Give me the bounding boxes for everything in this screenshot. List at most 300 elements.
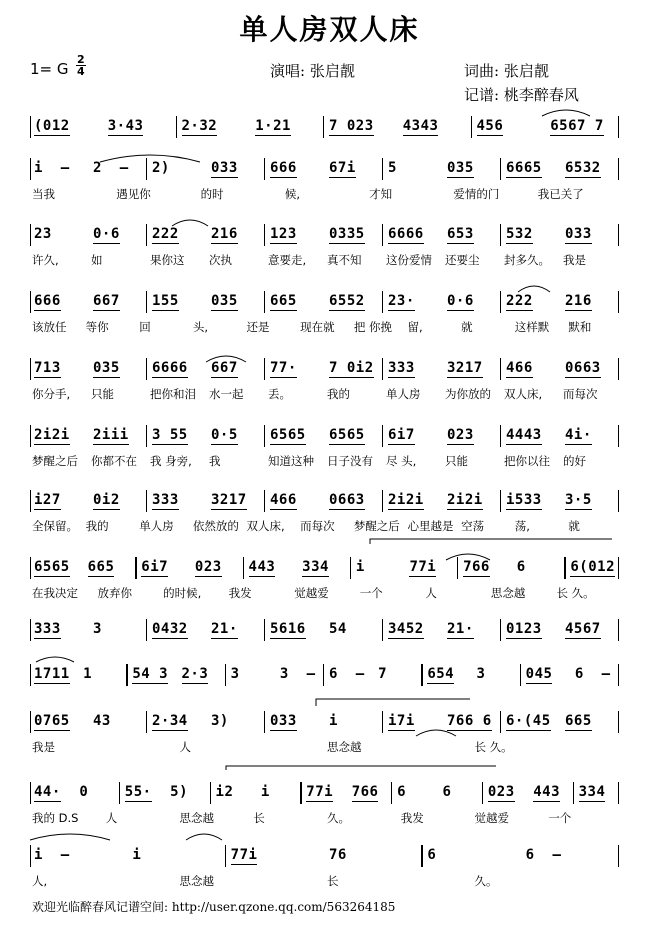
lyric: 我的 bbox=[85, 519, 109, 533]
bar-line bbox=[30, 711, 31, 733]
bar-line bbox=[564, 557, 565, 579]
lyric: 双人床, bbox=[246, 519, 285, 533]
key-signature: 1= G bbox=[30, 60, 69, 78]
note-group: i bbox=[260, 784, 270, 800]
lyric: 我是 bbox=[563, 253, 586, 267]
lyric: 日子没有 bbox=[327, 454, 373, 468]
note-group: 0663 bbox=[329, 492, 365, 508]
note-group: 6666 bbox=[152, 360, 188, 376]
note-group: 3217 bbox=[211, 492, 247, 508]
lyric: 一个 bbox=[359, 586, 383, 600]
note-group: 3 – bbox=[279, 666, 316, 682]
song-title: 单人房双人床 bbox=[239, 13, 420, 46]
bar-line bbox=[225, 664, 226, 686]
bar-line bbox=[382, 619, 383, 641]
note-group: 3 bbox=[476, 666, 486, 682]
lyric: 久。 bbox=[327, 811, 350, 825]
note-group: 023 bbox=[194, 559, 222, 575]
note-group: 045 bbox=[525, 666, 553, 682]
lyric: 而每次 bbox=[300, 519, 335, 533]
lyric: 长 久。 bbox=[474, 740, 513, 754]
lyric: 依然放的 bbox=[192, 519, 239, 533]
lyric: 头, bbox=[192, 320, 209, 334]
bar-line bbox=[119, 782, 120, 804]
lyric: 人, bbox=[32, 874, 48, 888]
lyric: 果你这 bbox=[150, 253, 185, 267]
note-group: 222 bbox=[506, 293, 533, 309]
note-group: 3 bbox=[230, 666, 240, 682]
slur bbox=[30, 834, 110, 840]
time-numerator: 2 bbox=[77, 53, 85, 66]
note-group: i bbox=[329, 713, 338, 729]
lyric: 你分手, bbox=[32, 387, 71, 401]
note-group: 6 bbox=[427, 847, 437, 863]
slur bbox=[542, 110, 590, 116]
bar-line bbox=[210, 782, 211, 804]
note-group: 443 bbox=[533, 784, 561, 800]
note-group: 1·21 bbox=[255, 118, 291, 134]
lyric: 意要走, bbox=[268, 253, 307, 267]
lyric: 觉越爱 bbox=[474, 811, 509, 825]
lyric: 久。 bbox=[474, 874, 498, 888]
lyric: 水一起 bbox=[209, 387, 244, 401]
lyric: 留, bbox=[407, 320, 423, 334]
lyric: 默和 bbox=[568, 320, 592, 334]
note-group: 54 3 bbox=[132, 666, 169, 682]
lyric: 知道这种 bbox=[268, 454, 314, 468]
note-group: 77i bbox=[409, 559, 437, 575]
note-group: 334 bbox=[578, 784, 606, 800]
note-group: 7 0i2 bbox=[329, 360, 374, 376]
lyric: 候, bbox=[284, 187, 300, 201]
volta-1 bbox=[370, 539, 612, 544]
bar-line bbox=[30, 291, 31, 313]
lyric: 我的 D.S bbox=[32, 811, 79, 825]
note-group: 123 bbox=[270, 226, 297, 242]
note-group: 033 bbox=[565, 226, 592, 242]
lyric: 全保留。 bbox=[32, 519, 78, 533]
lyric: 你都不在 bbox=[91, 454, 137, 468]
bar-line bbox=[618, 358, 619, 380]
note-group: 035 bbox=[447, 160, 474, 176]
bar-line bbox=[146, 291, 147, 313]
lyric: 梦醒之后 bbox=[32, 454, 78, 468]
lyric: 这份爱情 bbox=[386, 253, 432, 267]
bar-line bbox=[382, 425, 383, 447]
lyric: 还要尘 bbox=[445, 253, 480, 267]
bar-line bbox=[618, 782, 619, 804]
lyric: 长 bbox=[253, 811, 265, 825]
bar-line bbox=[264, 358, 265, 380]
bar-line bbox=[30, 664, 31, 686]
lyric: 我 bbox=[209, 454, 221, 468]
note-group: 21· bbox=[211, 621, 238, 637]
note-group: 532 bbox=[506, 226, 533, 242]
bar-line bbox=[30, 425, 31, 447]
note-group: 0·6 bbox=[447, 293, 474, 309]
bar-line bbox=[500, 158, 501, 180]
note-group: 6567 7 bbox=[550, 118, 604, 134]
bar-line bbox=[30, 116, 31, 138]
bar-line bbox=[146, 711, 147, 733]
lyric: 现在就 bbox=[300, 320, 335, 334]
note-group: 216 bbox=[565, 293, 592, 309]
note-group: 0 bbox=[79, 784, 89, 800]
bar-line bbox=[618, 664, 619, 686]
note-group: 2i2i bbox=[388, 492, 424, 508]
note-group: 653 bbox=[447, 226, 474, 242]
note-group: 23 bbox=[34, 226, 52, 242]
note-group: 1 bbox=[83, 666, 93, 682]
note-group: i2 bbox=[215, 784, 234, 800]
note-group: 2·34 bbox=[152, 713, 188, 729]
lyric: 把你以往 bbox=[504, 454, 550, 468]
bar-line bbox=[30, 557, 31, 579]
note-group: 6 bbox=[442, 784, 452, 800]
lyric: 遇见你 bbox=[116, 187, 151, 201]
lyric: 长 久。 bbox=[556, 586, 595, 600]
note-group: (012 bbox=[34, 118, 70, 134]
note-group: 23· bbox=[388, 293, 415, 309]
lyric: 这样默 bbox=[514, 320, 550, 334]
note-group: 035 bbox=[93, 360, 120, 376]
bar-line bbox=[500, 711, 501, 733]
note-group: 0432 bbox=[152, 621, 188, 637]
lyric: 我的 bbox=[327, 387, 350, 401]
note-group: 55· bbox=[124, 784, 152, 800]
lyric: 而每次 bbox=[563, 387, 598, 401]
bar-line bbox=[382, 224, 383, 246]
note-group: 6 – bbox=[329, 666, 365, 682]
lyric: 还是 bbox=[246, 320, 270, 334]
note-group: 6 – bbox=[574, 666, 611, 682]
note-group: 766 6 bbox=[447, 713, 492, 729]
note-group: 766 bbox=[351, 784, 379, 800]
note-group: 665 bbox=[87, 559, 115, 575]
note-group: 54 bbox=[329, 621, 347, 637]
bar-line bbox=[264, 425, 265, 447]
bar-line bbox=[350, 557, 351, 579]
lyric: 我发 bbox=[400, 811, 424, 825]
note-group: 333 bbox=[388, 360, 415, 376]
bar-line bbox=[382, 358, 383, 380]
time-signature bbox=[76, 54, 86, 77]
bar-line bbox=[30, 845, 31, 867]
lyric: 的时候, bbox=[163, 586, 202, 600]
note-group: 665 bbox=[565, 713, 592, 729]
note-group: 5616 bbox=[270, 621, 306, 637]
note-group: 5) bbox=[170, 784, 188, 800]
note-group: 3·5 bbox=[565, 492, 592, 508]
note-group: 2·3 bbox=[181, 666, 209, 682]
note-group: i27 bbox=[34, 492, 61, 508]
note-group: 0335 bbox=[329, 226, 365, 242]
note-group: i – bbox=[34, 160, 70, 176]
lyric: 单人房 bbox=[386, 387, 421, 401]
note-group: 466 bbox=[270, 492, 297, 508]
bar-line bbox=[500, 490, 501, 512]
lyric: 许久, bbox=[32, 253, 59, 267]
note-group: 77i bbox=[230, 847, 258, 863]
bar-line bbox=[618, 490, 619, 512]
note-group: 6565 bbox=[270, 427, 306, 443]
volta-2 bbox=[316, 699, 470, 706]
note-group: 4343 bbox=[402, 118, 439, 134]
note-group: 5 bbox=[388, 160, 397, 176]
lyric: 我是 bbox=[32, 740, 55, 754]
note-group: 766 bbox=[463, 559, 490, 575]
bar-line bbox=[618, 291, 619, 313]
bar-line bbox=[30, 358, 31, 380]
note-group: 77· bbox=[270, 360, 297, 376]
note-group: 0·5 bbox=[211, 427, 238, 443]
bar-line bbox=[30, 782, 31, 804]
bar-line bbox=[500, 619, 501, 641]
note-group: 67i bbox=[329, 160, 356, 176]
lyric: 人 bbox=[105, 811, 118, 825]
bar-line bbox=[126, 664, 127, 686]
note-group: 667 bbox=[211, 360, 238, 376]
bar-line bbox=[30, 490, 31, 512]
lyric: 只能 bbox=[91, 387, 114, 401]
note-group: 6i7 bbox=[141, 559, 169, 575]
note-group: 6 bbox=[516, 559, 526, 575]
volta-3 bbox=[226, 766, 496, 770]
note-group: 3 55 bbox=[152, 427, 188, 443]
note-group: 2·32 bbox=[181, 118, 218, 134]
bar-line bbox=[520, 664, 521, 686]
note-group: i7i bbox=[388, 713, 415, 729]
note-group: 033 bbox=[270, 713, 297, 729]
lyric: 单人房 bbox=[139, 519, 174, 533]
bar-line bbox=[146, 358, 147, 380]
bar-line bbox=[471, 116, 472, 138]
bar-line bbox=[391, 782, 392, 804]
note-group: 6 bbox=[397, 784, 406, 800]
lyric: 次执 bbox=[209, 253, 232, 267]
note-group: 0·6 bbox=[93, 226, 120, 242]
lyric: 当我 bbox=[32, 187, 55, 201]
composer-credit: 词曲: 张启靓 bbox=[464, 62, 549, 80]
note-group: 333 bbox=[152, 492, 179, 508]
lyric: 真不知 bbox=[327, 253, 362, 267]
note-group: 6 – bbox=[525, 847, 562, 863]
slur bbox=[518, 286, 550, 292]
note-group: 2i2i bbox=[34, 427, 70, 443]
bar-line bbox=[382, 711, 383, 733]
lyric: 长 bbox=[327, 874, 339, 888]
lyric: 爱情的门 bbox=[453, 187, 500, 201]
lyric: 荡, bbox=[514, 519, 530, 533]
note-group: 654 bbox=[427, 666, 455, 682]
note-group: 466 bbox=[506, 360, 533, 376]
bar-line bbox=[500, 358, 501, 380]
bar-line bbox=[573, 782, 574, 804]
bar-line bbox=[264, 158, 265, 180]
note-group: 6565 bbox=[329, 427, 365, 443]
bar-line bbox=[146, 619, 147, 641]
note-group: 035 bbox=[211, 293, 238, 309]
bar-line bbox=[30, 619, 31, 641]
note-group: 7 023 bbox=[329, 118, 374, 134]
lyric: 在我决定 bbox=[32, 586, 78, 600]
note-group: 4443 bbox=[506, 427, 542, 443]
note-group: 456 bbox=[476, 118, 504, 134]
lyric: 就 bbox=[461, 320, 473, 334]
note-group: 0765 bbox=[34, 713, 70, 729]
note-group: 21· bbox=[447, 621, 474, 637]
lyric: 回 bbox=[139, 320, 151, 334]
bar-line bbox=[618, 711, 619, 733]
bar-line bbox=[382, 490, 383, 512]
note-group: 023 bbox=[487, 784, 515, 800]
note-group: 2iii bbox=[93, 427, 129, 443]
transcriber-credit: 记谱: 桃李醉春风 bbox=[464, 86, 579, 104]
lyric: 如 bbox=[91, 253, 103, 267]
note-group: 4i· bbox=[565, 427, 592, 443]
lyric: 一个 bbox=[548, 811, 572, 825]
bar-line bbox=[264, 490, 265, 512]
note-group: i – bbox=[34, 847, 70, 863]
lyric: 只能 bbox=[445, 454, 468, 468]
lyric: 人 bbox=[179, 740, 191, 754]
note-group: 6i7 bbox=[388, 427, 415, 443]
note-group: 6665 bbox=[506, 160, 542, 176]
note-group: 2 – bbox=[93, 160, 129, 176]
lyric: 空荡 bbox=[461, 519, 485, 533]
note-group: 334 bbox=[302, 559, 329, 575]
note-group: 6(012 bbox=[570, 559, 616, 575]
note-group: 6552 bbox=[329, 293, 365, 309]
note-group: 77i bbox=[306, 784, 334, 800]
bar-line bbox=[618, 116, 619, 138]
note-group: 666 bbox=[34, 293, 61, 309]
bar-line bbox=[30, 158, 31, 180]
slur bbox=[36, 657, 74, 662]
lyric: 思念越 bbox=[179, 811, 214, 825]
bar-line bbox=[264, 224, 265, 246]
bar-line bbox=[30, 224, 31, 246]
lyric: 等你 bbox=[85, 320, 109, 334]
note-group: 1711 bbox=[34, 666, 70, 682]
time-denominator: 4 bbox=[77, 65, 85, 78]
bar-line bbox=[323, 664, 324, 686]
lyric: 才知 bbox=[369, 187, 393, 201]
lyric: 我 身旁, bbox=[150, 454, 192, 468]
bar-line bbox=[300, 782, 301, 804]
note-group: 3·43 bbox=[107, 118, 144, 134]
bar-line bbox=[500, 291, 501, 313]
bar-line bbox=[500, 425, 501, 447]
lyric: 心里越是 bbox=[407, 519, 454, 533]
note-group: 7 bbox=[378, 666, 388, 682]
lyric: 梦醒之后 bbox=[353, 519, 400, 533]
lyric: 封多久。 bbox=[504, 253, 550, 267]
bar-line bbox=[382, 291, 383, 313]
singer-credit: 演唱: 张启靓 bbox=[270, 62, 355, 80]
lyric: 丢。 bbox=[268, 387, 291, 401]
note-group: 023 bbox=[447, 427, 474, 443]
bar-line bbox=[618, 557, 619, 579]
lyric: 该放任 bbox=[32, 320, 67, 334]
note-group: 666 bbox=[270, 160, 297, 176]
bar-line bbox=[146, 425, 147, 447]
slur bbox=[186, 834, 222, 840]
lyric: 觉越爱 bbox=[294, 586, 329, 600]
note-group: 3 bbox=[93, 621, 102, 637]
note-group: 0i2 bbox=[93, 492, 120, 508]
note-group: i bbox=[355, 559, 365, 575]
bar-line bbox=[135, 557, 136, 579]
note-group: 3452 bbox=[388, 621, 424, 637]
note-group: 44· bbox=[34, 784, 61, 800]
lyric: 的好 bbox=[563, 454, 586, 468]
lyric: 我发 bbox=[228, 586, 252, 600]
bar-line bbox=[264, 619, 265, 641]
bar-line bbox=[618, 158, 619, 180]
note-group: 222 bbox=[152, 226, 179, 242]
note-group: 033 bbox=[211, 160, 238, 176]
note-group: 2) bbox=[152, 160, 170, 176]
bar-line bbox=[618, 619, 619, 641]
note-group: 6·(45 bbox=[506, 713, 551, 729]
bar-line bbox=[176, 116, 177, 138]
note-group: 155 bbox=[152, 293, 179, 309]
bar-line bbox=[264, 291, 265, 313]
note-group: 3217 bbox=[447, 360, 483, 376]
bar-line bbox=[618, 425, 619, 447]
footer-link[interactable]: 欢迎光临醉春风记谱空间: http://user.qzone.qq.com/563264185 bbox=[32, 900, 396, 914]
note-group: 665 bbox=[270, 293, 297, 309]
note-group: 0123 bbox=[506, 621, 542, 637]
note-group: 4567 bbox=[565, 621, 601, 637]
note-group: 2i2i bbox=[447, 492, 483, 508]
bar-line bbox=[146, 490, 147, 512]
note-group: 6532 bbox=[565, 160, 601, 176]
note-group: 443 bbox=[248, 559, 276, 575]
bar-line bbox=[243, 557, 244, 579]
note-group: 216 bbox=[211, 226, 238, 242]
lyric: 思念越 bbox=[327, 740, 362, 754]
lyric: 双人床, bbox=[504, 387, 543, 401]
lyric: 我已关了 bbox=[537, 187, 584, 201]
note-group: 43 bbox=[93, 713, 111, 729]
lyric: 的时 bbox=[200, 187, 224, 201]
lyric: 尽 头, bbox=[386, 454, 417, 468]
note-group: 667 bbox=[93, 293, 120, 309]
bar-line bbox=[618, 224, 619, 246]
bar-line bbox=[421, 664, 422, 686]
lyric: 为你放的 bbox=[445, 387, 491, 401]
note-group: 6565 bbox=[34, 559, 70, 575]
bar-line bbox=[618, 845, 619, 867]
bar-line bbox=[500, 224, 501, 246]
bar-line bbox=[146, 224, 147, 246]
note-group: 0663 bbox=[565, 360, 601, 376]
note-group: 76 bbox=[329, 847, 347, 863]
lyric: 人 bbox=[425, 586, 437, 600]
note-group: 333 bbox=[34, 621, 61, 637]
bar-line bbox=[264, 711, 265, 733]
lyric: 思念越 bbox=[179, 874, 214, 888]
bar-line bbox=[225, 845, 226, 867]
bar-line bbox=[323, 116, 324, 138]
bar-line bbox=[382, 158, 383, 180]
lyric: 就 bbox=[568, 519, 580, 533]
bar-line bbox=[421, 845, 422, 867]
lyric: 把 你挽 bbox=[353, 320, 392, 334]
bar-line bbox=[457, 557, 458, 579]
